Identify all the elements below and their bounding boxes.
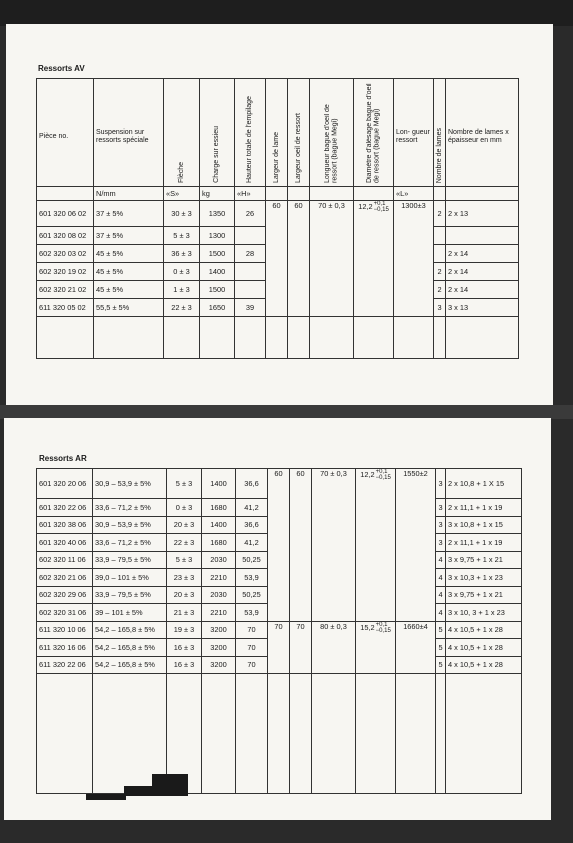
cell-nombre-lames: 3 xyxy=(436,534,446,552)
cell-nombre-lames: 5 xyxy=(436,639,446,657)
cell-suspension: 33,6 – 71,2 ± 5% xyxy=(93,534,167,552)
diam-tol-plus: +0,1 xyxy=(375,621,388,628)
cell-nombre-lames xyxy=(434,245,446,263)
cell-charge: 2210 xyxy=(202,569,236,587)
diam-tol-minus: −0,15 xyxy=(373,207,389,213)
header-fleche: Flèche xyxy=(177,161,185,183)
header-row xyxy=(37,79,519,187)
header-nombre-lames: Nombre de lames xyxy=(436,127,443,183)
cell-nombre-epaisseur: 2 x 14 xyxy=(446,245,519,263)
cell-suspension: 33,6 – 71,2 ± 5% xyxy=(93,499,167,517)
cell-fleche: 22 ± 3 xyxy=(167,534,202,552)
cell-suspension: 33,9 – 79,5 ± 5% xyxy=(93,586,167,604)
cell-largeur-oeil: 60 xyxy=(288,201,310,317)
cell-longueur-ressort: 1660±4 xyxy=(396,621,436,674)
cell-piece: 611 320 22 06 xyxy=(37,656,93,674)
table-footer-row xyxy=(37,674,522,794)
cell-nombre-epaisseur: 3 x 9,75 + 1 x 21 xyxy=(446,551,522,569)
cell-hauteur: 26 xyxy=(235,201,266,227)
cell-hauteur: 50,25 xyxy=(236,551,268,569)
cell-diametre xyxy=(354,201,394,317)
cell-suspension: 45 ± 5% xyxy=(94,281,164,299)
cell-fleche: 5 ± 3 xyxy=(167,551,202,569)
header-charge: Charge sur essieu xyxy=(213,126,221,183)
cell-diametre xyxy=(356,621,396,674)
cell-nombre-epaisseur: 3 x 10,8 + 1 x 15 xyxy=(446,516,522,534)
cell-piece: 611 320 05 02 xyxy=(37,299,94,317)
cell-fleche: 23 ± 3 xyxy=(167,569,202,587)
cell-charge: 1400 xyxy=(202,516,236,534)
cell-hauteur: 50,25 xyxy=(236,586,268,604)
cell-piece: 602 320 21 06 xyxy=(37,569,93,587)
cell-piece: 602 320 03 02 xyxy=(37,245,94,263)
cell-fleche: 22 ± 3 xyxy=(164,299,200,317)
cell-nombre-lames: 3 xyxy=(434,299,446,317)
cell-longueur-bague: 80 ± 0,3 xyxy=(312,621,356,674)
cell-diametre xyxy=(356,469,396,622)
cell-nombre-epaisseur: 4 x 10,5 + 1 x 28 xyxy=(446,639,522,657)
header-largeur-oeil: Largeur oeil de ressort xyxy=(294,112,302,183)
cell-fleche: 36 ± 3 xyxy=(164,245,200,263)
cell-nombre-epaisseur: 2 x 13 xyxy=(446,201,519,227)
cell-fleche: 16 ± 3 xyxy=(167,639,202,657)
cell-fleche: 19 ± 3 xyxy=(167,621,202,639)
cell-nombre-lames: 3 xyxy=(436,499,446,517)
cell-suspension: 37 ± 5% xyxy=(94,227,164,245)
cell-nombre-lames xyxy=(434,227,446,245)
diam-tol-minus: −0,15 xyxy=(375,627,391,634)
cell-piece: 602 320 31 06 xyxy=(37,604,93,622)
header-suspension: Suspension sur ressorts spéciale xyxy=(94,79,164,187)
cell-fleche: 1 ± 3 xyxy=(164,281,200,299)
cell-piece: 601 320 08 02 xyxy=(37,227,94,245)
cell-hauteur xyxy=(235,281,266,299)
cell-piece: 601 320 20 06 xyxy=(37,469,93,499)
cell-nombre-lames: 4 xyxy=(436,604,446,622)
cell-nombre-epaisseur: 2 x 14 xyxy=(446,281,519,299)
table-ressorts-ar xyxy=(36,468,522,794)
cell-nombre-epaisseur: 3 x 13 xyxy=(446,299,519,317)
table-row xyxy=(37,621,522,639)
cell-piece: 601 320 06 02 xyxy=(37,201,94,227)
cell-suspension: 30,9 – 53,9 ± 5% xyxy=(93,469,167,499)
unit-suspension: N/mm xyxy=(94,187,164,201)
cell-suspension: 39 – 101 ± 5% xyxy=(93,604,167,622)
diam-base: 12,2 xyxy=(360,469,375,479)
cell-piece: 602 320 21 02 xyxy=(37,281,94,299)
diam-tol-plus: +0,1 xyxy=(375,469,388,475)
cell-piece: 611 320 16 06 xyxy=(37,639,93,657)
header-hauteur: Hauteur totale de l'empilage xyxy=(246,96,254,183)
cell-nombre-epaisseur: 4 x 10,5 + 1 x 28 xyxy=(446,621,522,639)
page-edge-shadow xyxy=(0,0,573,26)
cell-piece: 601 320 38 06 xyxy=(37,516,93,534)
header-longueur-bague: Longueur bague d'oeil de ressort (bague Megi) xyxy=(324,104,339,183)
cell-largeur-oeil: 70 xyxy=(290,621,312,674)
cell-suspension: 54,2 – 165,8 ± 5% xyxy=(93,621,167,639)
table-footer-row xyxy=(37,317,519,359)
page-bottom xyxy=(4,418,551,820)
cell-nombre-lames: 3 xyxy=(436,469,446,499)
cell-hauteur: 41,2 xyxy=(236,499,268,517)
header-largeur-lame: Largeur de lame xyxy=(272,132,280,183)
unit-charge: kg xyxy=(200,187,235,201)
unit-fleche: «S» xyxy=(164,187,200,201)
cell-charge: 1400 xyxy=(200,263,235,281)
unit-longueur: «L» xyxy=(394,187,434,201)
cell-hauteur: 28 xyxy=(235,245,266,263)
cell-hauteur xyxy=(235,227,266,245)
section-title-av: Ressorts AV xyxy=(38,64,85,73)
cell-fleche: 0 ± 3 xyxy=(167,499,202,517)
cell-nombre-epaisseur: 2 x 14 xyxy=(446,263,519,281)
header-longueur-ressort: Lon- gueur ressort xyxy=(394,79,434,187)
cell-fleche: 30 ± 3 xyxy=(164,201,200,227)
cell-nombre-lames: 5 xyxy=(436,621,446,639)
table-row xyxy=(37,201,519,227)
cell-suspension: 54,2 – 165,8 ± 5% xyxy=(93,656,167,674)
cell-nombre-epaisseur: 3 x 10,3 + 1 x 23 xyxy=(446,569,522,587)
section-title-ar: Ressorts AR xyxy=(39,454,87,463)
cell-fleche: 5 ± 3 xyxy=(164,227,200,245)
unit-hauteur: «H» xyxy=(235,187,266,201)
cell-charge: 3200 xyxy=(202,621,236,639)
cell-piece: 602 320 29 06 xyxy=(37,586,93,604)
cell-nombre-lames: 5 xyxy=(436,656,446,674)
cell-charge: 1680 xyxy=(202,534,236,552)
diam-base: 15,2 xyxy=(360,622,375,632)
cell-hauteur xyxy=(235,263,266,281)
cell-suspension: 54,2 – 165,8 ± 5% xyxy=(93,639,167,657)
book-spine xyxy=(0,405,573,419)
cell-charge: 1650 xyxy=(200,299,235,317)
page-top xyxy=(6,24,553,406)
cell-suspension: 30,9 – 53,9 ± 5% xyxy=(93,516,167,534)
cell-longueur-ressort: 1550±2 xyxy=(396,469,436,622)
cell-hauteur: 53,9 xyxy=(236,569,268,587)
cell-charge: 1500 xyxy=(200,281,235,299)
cell-charge: 2030 xyxy=(202,586,236,604)
cell-hauteur: 70 xyxy=(236,656,268,674)
cell-piece: 601 320 40 06 xyxy=(37,534,93,552)
cell-hauteur: 36,6 xyxy=(236,469,268,499)
table-ressorts-av xyxy=(36,78,519,359)
cell-nombre-epaisseur xyxy=(446,227,519,245)
cell-charge: 1300 xyxy=(200,227,235,245)
cell-suspension: 39,0 – 101 ± 5% xyxy=(93,569,167,587)
cell-nombre-epaisseur: 2 x 11,1 + 1 x 19 xyxy=(446,499,522,517)
header-diametre: Diamètre d'alésage bague d'oeil de ressort (bague Megi) xyxy=(366,83,381,183)
cell-hauteur: 41,2 xyxy=(236,534,268,552)
cell-hauteur: 70 xyxy=(236,639,268,657)
cell-hauteur: 39 xyxy=(235,299,266,317)
cell-suspension: 45 ± 5% xyxy=(94,245,164,263)
cell-fleche: 16 ± 3 xyxy=(167,656,202,674)
cell-nombre-epaisseur: 2 x 11,1 + 1 x 19 xyxy=(446,534,522,552)
cell-nombre-lames: 3 xyxy=(436,516,446,534)
cell-largeur-lame: 60 xyxy=(266,201,288,317)
header-nombre-epaisseur: Nombre de lames x épaisseur en mm xyxy=(446,79,519,187)
cell-hauteur: 36,6 xyxy=(236,516,268,534)
cell-charge: 2210 xyxy=(202,604,236,622)
cell-fleche: 0 ± 3 xyxy=(164,263,200,281)
cell-longueur-ressort: 1300±3 xyxy=(394,201,434,317)
cell-piece: 602 320 19 02 xyxy=(37,263,94,281)
table-row xyxy=(37,469,522,499)
cell-nombre-epaisseur: 2 x 10,8 + 1 X 15 xyxy=(446,469,522,499)
cell-largeur-oeil: 60 xyxy=(290,469,312,622)
cell-charge: 3200 xyxy=(202,656,236,674)
cell-fleche: 20 ± 3 xyxy=(167,516,202,534)
cell-piece: 601 320 22 06 xyxy=(37,499,93,517)
scan-smudge xyxy=(152,774,188,796)
cell-charge: 1500 xyxy=(200,245,235,263)
cell-suspension: 55,5 ± 5% xyxy=(94,299,164,317)
diam-tol-minus: −0,15 xyxy=(375,475,391,481)
cell-nombre-epaisseur: 3 x 10, 3 + 1 x 23 xyxy=(446,604,522,622)
cell-nombre-epaisseur: 4 x 10,5 + 1 x 28 xyxy=(446,656,522,674)
cell-suspension: 45 ± 5% xyxy=(94,263,164,281)
cell-suspension: 37 ± 5% xyxy=(94,201,164,227)
diam-base: 12,2 xyxy=(358,201,373,211)
cell-fleche: 5 ± 3 xyxy=(167,469,202,499)
cell-suspension: 33,9 – 79,5 ± 5% xyxy=(93,551,167,569)
cell-fleche: 20 ± 3 xyxy=(167,586,202,604)
cell-nombre-lames: 4 xyxy=(436,586,446,604)
cell-nombre-lames: 4 xyxy=(436,569,446,587)
cell-nombre-lames: 4 xyxy=(436,551,446,569)
cell-largeur-lame: 60 xyxy=(268,469,290,622)
cell-nombre-lames: 2 xyxy=(434,263,446,281)
cell-charge: 1350 xyxy=(200,201,235,227)
cell-largeur-lame: 70 xyxy=(268,621,290,674)
cell-piece: 602 320 11 06 xyxy=(37,551,93,569)
cell-longueur-bague: 70 ± 0,3 xyxy=(310,201,354,317)
cell-charge: 2030 xyxy=(202,551,236,569)
cell-longueur-bague: 70 ± 0,3 xyxy=(312,469,356,622)
cell-nombre-epaisseur: 3 x 9,75 + 1 x 21 xyxy=(446,586,522,604)
cell-charge: 3200 xyxy=(202,639,236,657)
cell-charge: 1400 xyxy=(202,469,236,499)
header-piece: Pièce no. xyxy=(37,79,94,187)
scan-smudge xyxy=(86,794,126,800)
units-row xyxy=(37,187,519,201)
scan-smudge xyxy=(124,786,154,796)
cell-nombre-lames: 2 xyxy=(434,201,446,227)
cell-fleche: 21 ± 3 xyxy=(167,604,202,622)
cell-hauteur: 70 xyxy=(236,621,268,639)
cell-hauteur: 53,9 xyxy=(236,604,268,622)
diam-tol-plus: +0,1 xyxy=(373,201,386,207)
cell-nombre-lames: 2 xyxy=(434,281,446,299)
cell-charge: 1680 xyxy=(202,499,236,517)
cell-piece: 611 320 10 06 xyxy=(37,621,93,639)
